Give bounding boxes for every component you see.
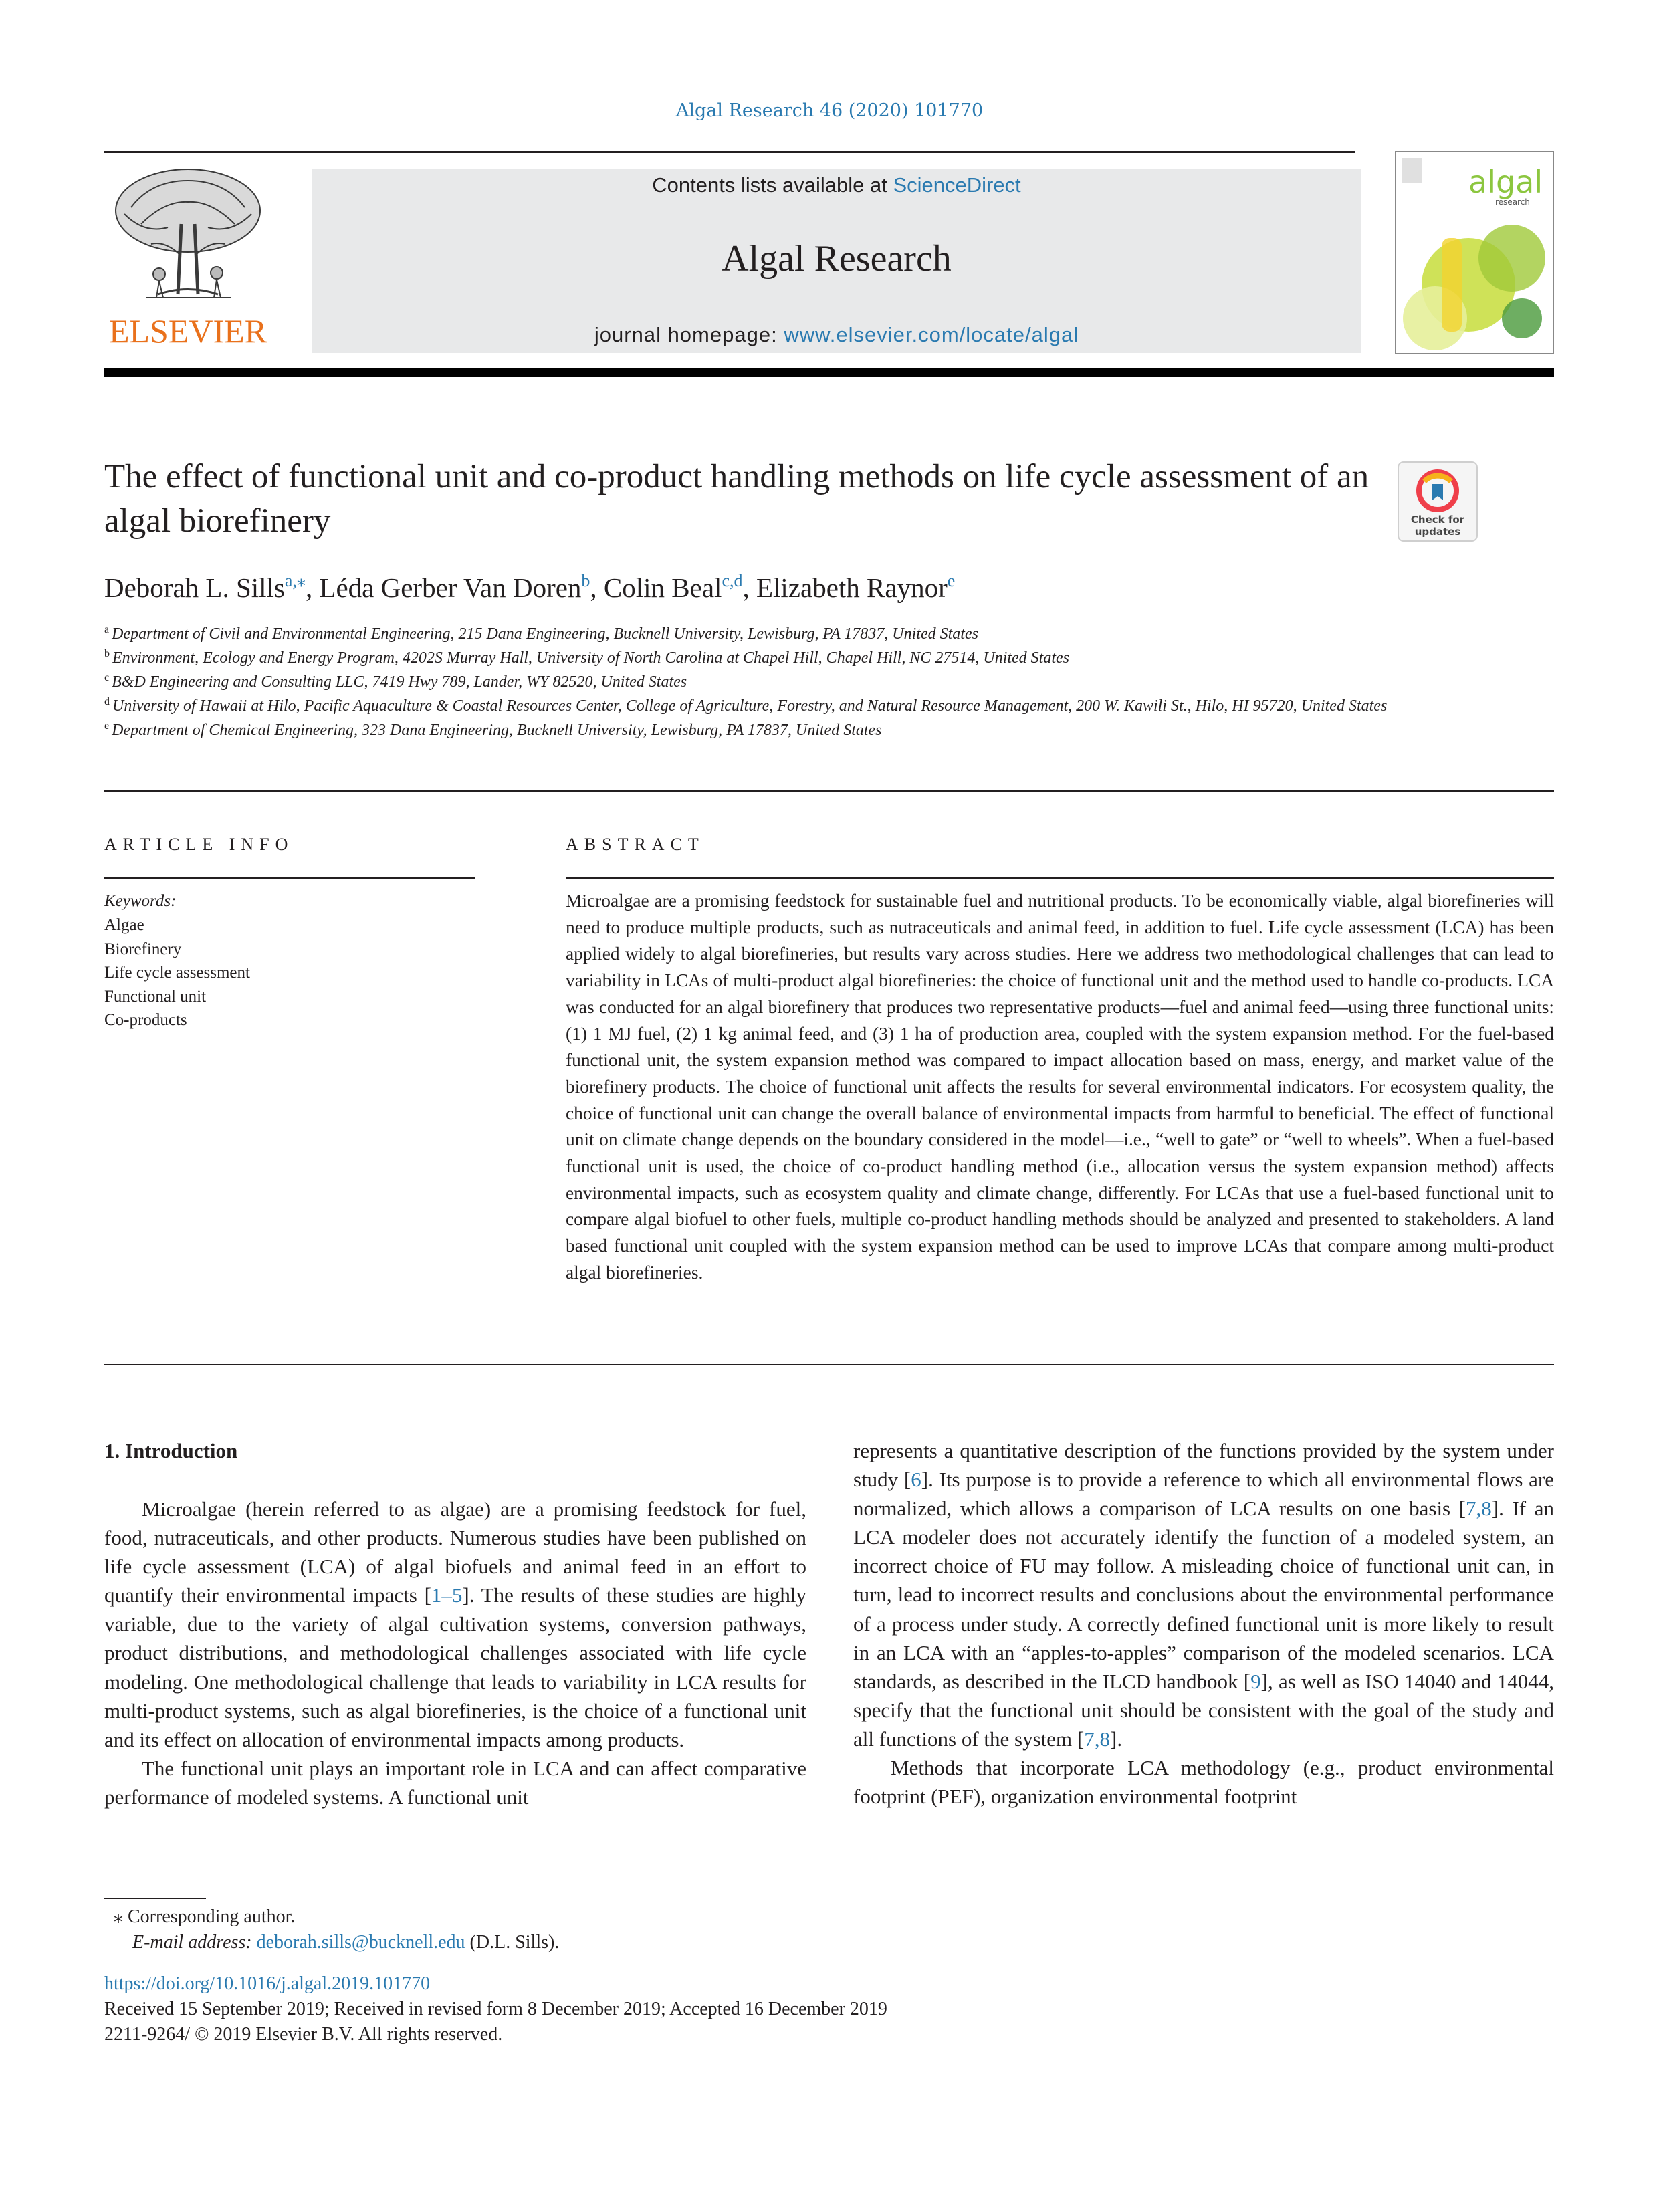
journal-citation[interactable]: Algal Research 46 (2020) 101770 [675, 100, 984, 121]
affiliation-marker: e [104, 720, 110, 732]
author-name: Elizabeth Raynor [756, 572, 948, 603]
abstract-text: Microalgae are a promising feedstock for sustainable fuel and nutritional products. To be economically viable, algal biorefineries will need to produce multiple products, such as nutraceuticals and animal feed, in addition to fuel. Life cycle assessment (LCA) has been applied widely to algal biorefineries, but results vary across studies. Here we address two methodological challenges that can lead to variability in LCAs of multi-product algal biorefineries: the choice of functional unit and the method used to handle co-products. LCA was conducted for an algal biorefinery that produces two representative products—fuel and animal feed—using three functional units: (1) 1 MJ fuel, (2) 1 kg animal feed, and (3) 1 ha of production area, coupled with the system expansion method. For the fuel-based functional unit, the system expansion method was compared to impact allocation based on mass, energy, and market value of the biorefinery products. The choice of functional unit affects the results for several environmental indicators. For ecosystem quality, the choice of functional unit can change the overall balance of environmental impacts from harmful to beneficial. The effect of functional unit on climate change depends on the boundary considered in the model—i.e., “well to gate” or “well to wheels”. When a fuel-based functional unit is used, the choice of co-product handling method (i.e., allocation versus the system expansion method) affects environmental impacts, such as ecosystem quality and climate change, differently. For LCAs that use a fuel-based functional unit to compare algal biofuel to other fuels, multiple co-product handling methods should be analyzed and presented to stakeholders. A land based functional unit coupled with the system expansion method can be used to improve LCAs that compare among multi-product algal biorefineries. [566, 891, 1554, 1283]
footnotes [104, 1904, 559, 1955]
header-rule [104, 151, 1355, 153]
journal-cover-image [1395, 151, 1554, 354]
author-affiliation-marker[interactable]: c,d [722, 571, 743, 590]
citation-link[interactable]: 9 [1250, 1669, 1261, 1693]
journal-homepage [312, 321, 1361, 349]
article-info-heading: ARTICLE INFO [104, 835, 294, 854]
body-text: ]. The results of these studies are highly variable, due to the variety of algal cultivation systems, conversion pathways, product distributions, and methodological challenges associated with life cycle modeling. One methodological challenge that leads to variability in LCA results for multi-product systems, such as algal biorefineries, is the choice of a functional unit and its effect on allocation of environmental impacts among products. [104, 1583, 807, 1751]
author-affiliation-marker[interactable]: b [581, 571, 590, 590]
citation-link[interactable]: 6 [911, 1468, 921, 1492]
section-rule [104, 790, 1554, 792]
contents-prefix: Contents lists available at [652, 173, 893, 197]
received-dates: Received 15 September 2019; Received in revised form 8 December 2019; Accepted 16 December 2019 [104, 1999, 887, 2019]
elsevier-logo [104, 160, 271, 354]
affiliation-item [104, 622, 1442, 646]
keywords-label: Keywords: [104, 892, 177, 910]
article-info-rule [104, 877, 475, 879]
svg-text:Check for: Check for [1410, 514, 1465, 526]
author-separator: , [590, 572, 604, 603]
body-column-right [853, 1436, 1554, 1811]
footnote-rule [104, 1898, 206, 1899]
svg-text:algal: algal [1468, 164, 1543, 200]
header-thick-rule [104, 368, 1554, 377]
keyword-item: Life cycle assessment [104, 964, 250, 982]
author-separator: , [305, 572, 320, 603]
keywords-list [104, 913, 250, 1032]
body-paragraph [853, 1753, 1554, 1811]
article-title: The effect of functional unit and co-product handling methods on life cycle assessment of an algal biorefinery [104, 458, 1369, 540]
copyright-line: 2211-9264/ © 2019 Elsevier B.V. All rights reserved. [104, 2024, 503, 2045]
author-name: Deborah L. Sills [104, 572, 285, 603]
body-text: Microalgae (herein referred to as algae) are a promising feedstock for fuel, food, nutraceuticals, and other products. Numerous studies have been published on life cycle assessment (LCA) of algal biofuels and animal feed in an effort to quantify their environmental impacts [ [104, 1497, 806, 1608]
author-name: Colin Beal [603, 572, 722, 603]
author-list [104, 570, 955, 606]
body-text: The functional unit plays an important role in LCA and can affect comparative performance of modeled systems. A functional unit [104, 1756, 806, 1809]
body-column-left [104, 1495, 806, 1811]
body-paragraph [104, 1495, 806, 1754]
email-label: E-mail address: [132, 1932, 252, 1953]
keyword-item: Functional unit [104, 987, 207, 1006]
journal-cover-icon [1395, 151, 1554, 354]
email-line [104, 1930, 559, 1955]
abstract-heading: ABSTRACT [566, 835, 705, 854]
citation-link[interactable]: 1–5 [431, 1583, 463, 1608]
affiliation-text: Department of Civil and Environmental Engineering, 215 Dana Engineering, Bucknell University, Lewisburg, PA 17837, United States [112, 625, 978, 643]
affiliation-marker: c [104, 672, 110, 683]
citation-link[interactable]: 7,8 [1084, 1727, 1110, 1751]
affiliation-text: Department of Chemical Engineering, 323 Dana Engineering, Bucknell University, Lewisburg, PA 17837, United States [112, 722, 882, 739]
journal-name: Algal Research [722, 238, 952, 280]
author-separator: , [742, 572, 756, 603]
author-name: Léda Gerber Van Doren [319, 572, 582, 603]
abstract-rule [566, 877, 1554, 879]
body-text: ], as well as ISO 14040 and 14044, specify that the functional unit should be consistent with the goal of the study and all functions of the system [ [853, 1669, 1554, 1751]
keyword-item: Algae [104, 916, 144, 934]
affiliation-text: B&D Engineering and Consulting LLC, 7419 Hwy 789, Lander, WY 82520, United States [112, 673, 687, 691]
keyword-item: Co-products [104, 1011, 187, 1029]
author-affiliation-marker[interactable]: a,⁎ [284, 571, 306, 590]
body-text: ]. Its purpose is to provide a reference to which all environmental flows are normalized, which allows a comparison of LCA results on one basis [ [853, 1468, 1554, 1521]
keyword-item: Biorefinery [104, 939, 182, 958]
svg-text:updates: updates [1414, 526, 1461, 538]
homepage-link[interactable]: www.elsevier.com/locate/algal [784, 323, 1079, 346]
affiliation-text: Environment, Ecology and Energy Program, 4202S Murray Hall, University of North Carolina at Chapel Hill, Chapel Hill, NC 27514, United States [112, 649, 1070, 667]
body-text: Methods that incorporate LCA methodology (e.g., product environmental footprint (PEF), organization environmental footprint [853, 1756, 1554, 1809]
affiliation-text: University of Hawaii at Hilo, Pacific Aquaculture & Coastal Resources Center, College of Agriculture, Forestry, and Natural Resource Management, 200 W. Kawili St., Hilo, HI 95720, United States [112, 697, 1388, 715]
crossmark-icon [1398, 461, 1478, 542]
affiliation-list [104, 622, 1442, 742]
body-text: ]. If an LCA modeler does not accurately identify the function of a modeled system, an incorrect choice of FU may follow. A misleading choice of functional unit can, in turn, lead to incorrect results and conclusions about the environmental performance of a process under study. A correctly defined functional unit is more likely to result in an LCA with an “apples-to-apples” comparison of the modeled scenarios. LCA standards, as described in the ILCD handbook [ [853, 1497, 1554, 1693]
abstract-bottom-rule [104, 1364, 1554, 1365]
affiliation-item [104, 718, 1442, 742]
affiliation-item [104, 670, 1442, 694]
body-paragraph [104, 1754, 806, 1811]
email-suffix: (D.L. Sills). [465, 1932, 560, 1953]
citation-link[interactable]: 7,8 [1466, 1497, 1492, 1521]
body-paragraph [853, 1436, 1554, 1753]
author-affiliation-marker[interactable]: e [947, 571, 956, 590]
email-link[interactable]: deborah.sills@bucknell.edu [256, 1932, 465, 1953]
svg-text:research: research [1495, 197, 1530, 207]
journal-header-box [312, 169, 1361, 353]
section-heading-introduction: 1. Introduction [104, 1439, 238, 1462]
corresponding-author-note: ⁎ Corresponding author. [114, 1906, 296, 1927]
svg-text:ELSEVIER: ELSEVIER [108, 312, 267, 350]
check-for-updates-badge[interactable] [1398, 461, 1478, 542]
elsevier-tree-icon [104, 160, 271, 354]
contents-line [312, 171, 1361, 199]
affiliation-marker: d [104, 696, 110, 707]
affiliation-marker: a [104, 624, 110, 635]
body-text: represents a quantitative description of the functions provided by the system under study [ [853, 1439, 1554, 1492]
affiliation-item [104, 646, 1442, 670]
publication-info [104, 1971, 887, 2048]
homepage-prefix: journal homepage: [594, 323, 784, 346]
sciencedirect-link[interactable]: ScienceDirect [893, 173, 1021, 197]
doi-link[interactable]: https://doi.org/10.1016/j.algal.2019.101770 [104, 1973, 431, 1994]
affiliation-item [104, 694, 1442, 718]
body-text: ]. [1110, 1727, 1123, 1751]
affiliation-marker: b [104, 648, 110, 659]
